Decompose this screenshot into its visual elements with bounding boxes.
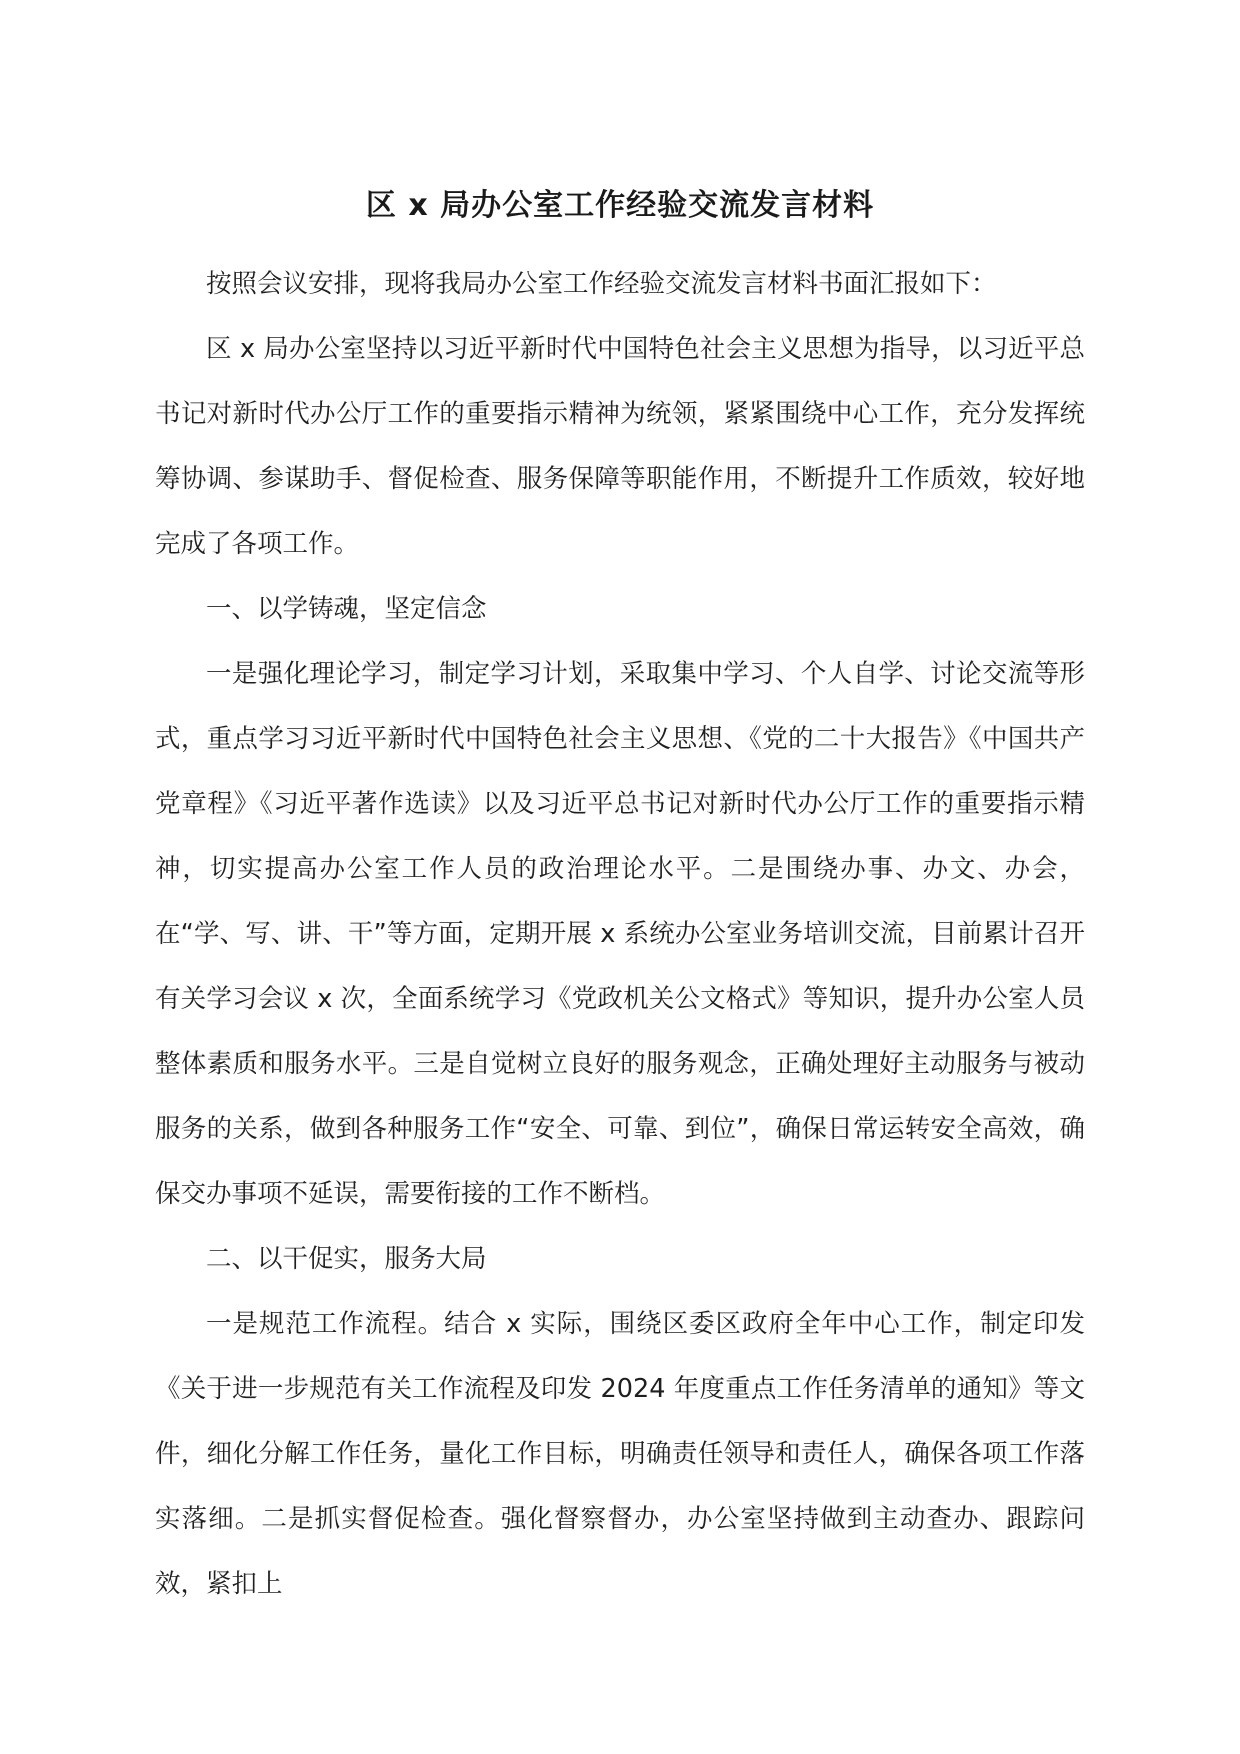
document-body — [155, 252, 1085, 1617]
paragraph-section-2: 一是规范工作流程。结合 x 实际，围绕区委区政府全年中心工作，制定印发《关于进一步规范有关工作流程及印发 2024 年度重点工作任务清单的通知》等文件，细化分解工作任务，量化工作目标，明确责任领导和责任人，确保各项工作落实落细。二是抓实督促检查。强化督察督办，办公室坚持做到主动查办、跟踪问效，紧扣上 — [155, 1309, 1085, 1599]
paragraph-section-1: 一是强化理论学习，制定学习计划，采取集中学习、个人自学、讨论交流等形式，重点学习习近平新时代中国特色社会主义思想、《党的二十大报告》《中国共产党章程》《习近平著作选读》以及习近平总书记对新时代办公厅工作的重要指示精神，切实提高办公室工作人员的政治理论水平。二是围绕办事、办文、办会，在“学、写、讲、干”等方面，定期开展 x 系统办公室业务培训交流，目前累计召开有关学习会议 x 次，全面系统学习《党政机关公文格式》等知识，提升办公室人员整体素质和服务水平。三是自觉树立良好的服务观念，正确处理好主动服务与被动服务的关系，做到各种服务工作“安全、可靠、到位”，确保日常运转安全高效，确保交办事项不延误，需要衔接的工作不断档。 — [155, 659, 1085, 1209]
section-heading-1: 一、以学铸魂，坚定信念 — [206, 594, 487, 624]
paragraph-overview: 区 x 局办公室坚持以习近平新时代中国特色社会主义思想为指导，以习近平总书记对新时代办公厅工作的重要指示精神为统领，紧紧围绕中心工作，充分发挥统筹协调、参谋助手、督促检查、服务保障等职能作用，不断提升工作质效，较好地完成了各项工作。 — [155, 334, 1085, 559]
section-heading-2: 二、以干促实，服务大局 — [206, 1244, 487, 1274]
document-title: 区 x 局办公室工作经验交流发言材料 — [365, 188, 875, 223]
paragraph-intro: 按照会议安排，现将我局办公室工作经验交流发言材料书面汇报如下： — [206, 269, 997, 299]
